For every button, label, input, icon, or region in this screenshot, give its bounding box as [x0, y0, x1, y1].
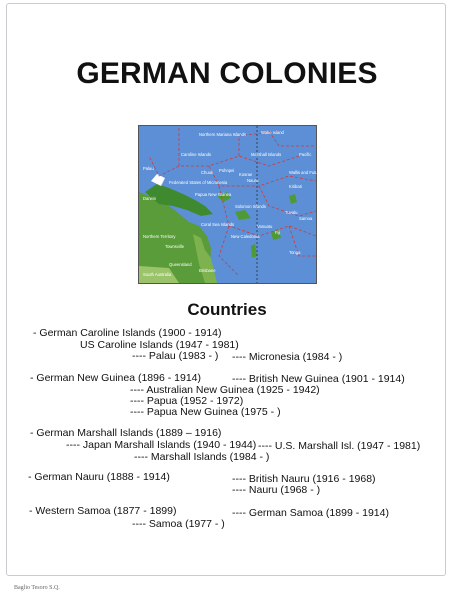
map-label: Northern Mariana Islands	[199, 132, 247, 137]
map-label: Pacific	[299, 152, 312, 157]
list-item: ---- Nauru (1968 - )	[232, 484, 321, 496]
map-label: Coral Sea Islands	[201, 222, 235, 227]
list-item: - German New Guinea (1896 - 1914)	[30, 372, 201, 384]
list-item: - German Caroline Islands (1900 - 1914)	[33, 327, 222, 339]
list-item: ---- Marshall Islands (1984 - )	[134, 451, 270, 463]
countries-heading: Countries	[187, 300, 267, 319]
list-item: ---- Japan Marshall Islands (1940 - 1944)	[66, 439, 257, 451]
map-label: Tonga	[289, 250, 301, 255]
list-item: ---- German Samoa (1899 - 1914)	[232, 507, 389, 519]
map-label: Chuuk	[201, 170, 214, 175]
map-label: New Caledonia	[231, 234, 260, 239]
map-label: Tuvalu	[285, 210, 298, 215]
map-label: Samoa	[299, 216, 313, 221]
list-item: ---- Samoa (1977 - )	[132, 518, 225, 530]
map-label: Queensland	[169, 262, 192, 267]
map-label: Wallis and Futuna	[289, 170, 323, 175]
list-item: - German Nauru (1888 - 1914)	[28, 471, 170, 483]
list-item: ---- Papua New Guinea (1975 - )	[130, 406, 281, 418]
map-label: Kosrae	[239, 172, 253, 177]
list-item: ---- British Nauru (1916 - 1968)	[232, 473, 376, 485]
list-item: - German Marshall Islands (1889 – 1916)	[30, 427, 222, 439]
map-label: Fiji	[275, 230, 281, 235]
list-item: ---- Papua (1952 - 1972)	[130, 395, 244, 407]
list-item: ---- U.S. Marshall Isl. (1947 - 1981)	[258, 440, 421, 452]
map-label: Solomon Islands	[235, 204, 266, 209]
list-item: ---- Palau (1983 - )	[132, 350, 219, 362]
map-image	[138, 125, 323, 284]
footer-credit: Baglio Tesoro S.Q.	[14, 585, 60, 591]
map-label: Kiribati	[289, 184, 302, 189]
map-label: Caroline Islands	[181, 152, 212, 157]
list-item: US Caroline Islands (1947 - 1981)	[80, 339, 239, 351]
map-label: Townsville	[165, 244, 185, 249]
list-item: ---- Australian New Guinea (1925 - 1942)	[130, 384, 320, 396]
map-label: Nauru	[247, 178, 259, 183]
map-label: Pohnpei	[219, 168, 235, 173]
map-label: Northern Territory	[143, 234, 176, 239]
map-label: Federated States of Micronesia	[169, 180, 228, 185]
map-label: Marshall Islands	[251, 152, 282, 157]
map-label: Brisbane	[199, 268, 216, 273]
map-label: Darwin	[143, 196, 157, 201]
map-label: Papua New Guinea	[195, 192, 232, 197]
map-label: Vanuatu	[257, 224, 273, 229]
list-item: ---- Micronesia (1984 - )	[232, 351, 343, 363]
map-label: Wake Island	[261, 130, 284, 135]
page-title: GERMAN COLONIES	[76, 57, 378, 90]
list-item: ---- British New Guinea (1901 - 1914)	[232, 373, 405, 385]
list-item: - Western Samoa (1877 - 1899)	[29, 505, 177, 517]
map-label: Palau	[143, 166, 154, 171]
map-label: South Australia	[143, 272, 172, 277]
